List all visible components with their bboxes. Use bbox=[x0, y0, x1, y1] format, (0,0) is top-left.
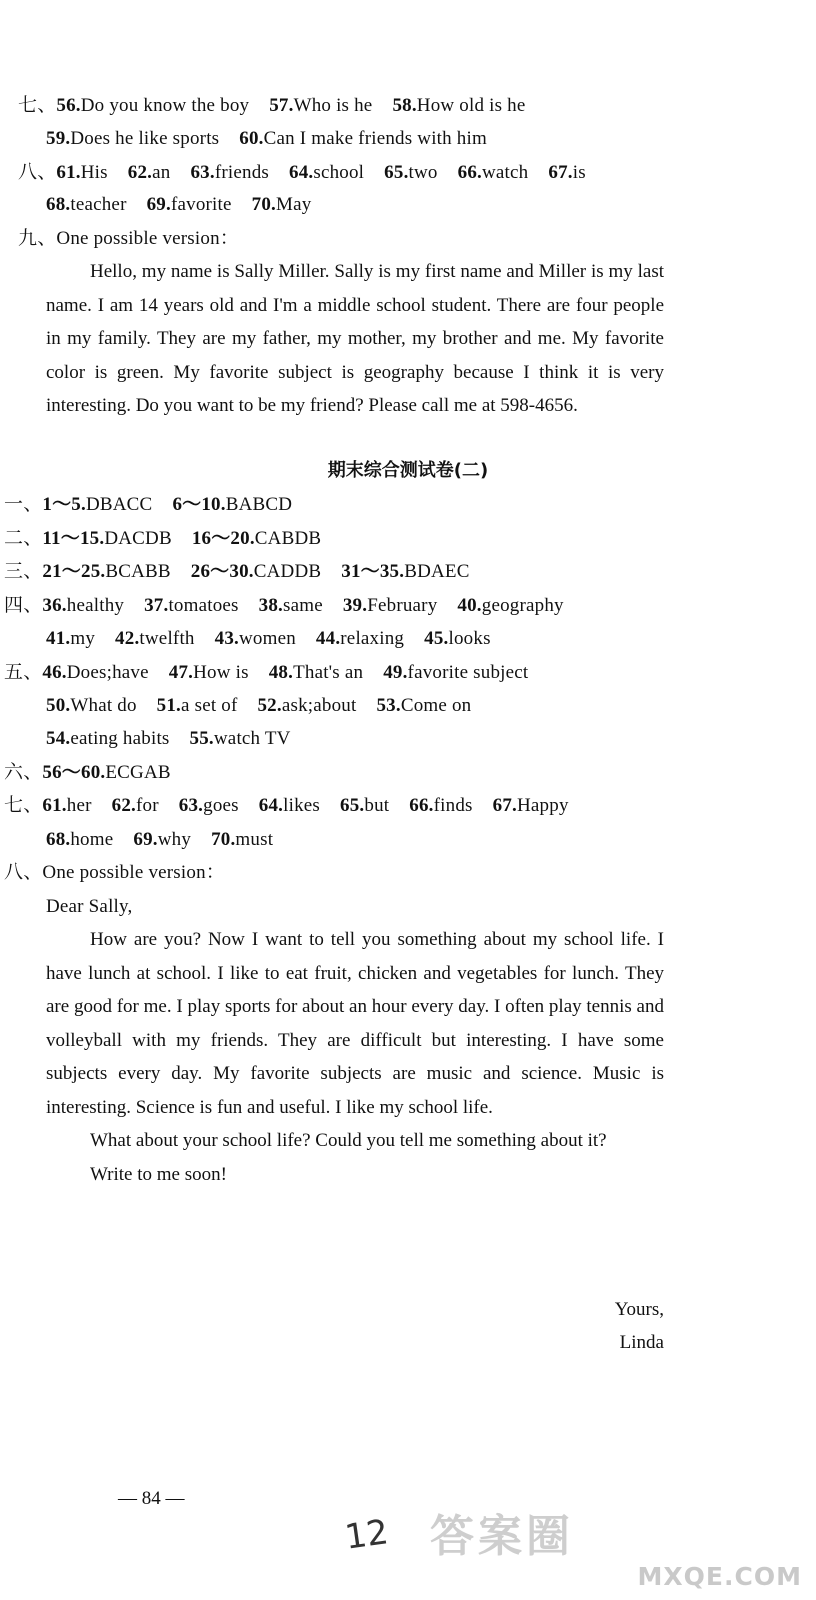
section-label: 八、 bbox=[18, 162, 57, 183]
answer-item: 70.May bbox=[251, 194, 312, 215]
q9-essay: Hello, my name is Sally Miller. Sally is my first name and Miller is my last name. I am 14 years old and I'm a middle school student. There are four people in my family. They are my father, my mother, my brother and me. My favorite color is green. My favorite subject is geography because I think it is very interesting. Do you want to be my friend? Please call me at 598-4656. bbox=[46, 261, 664, 416]
answer-item: 1～5.DBACC bbox=[42, 494, 153, 515]
section-label: 一、 bbox=[4, 494, 43, 515]
letter-paragraph: What about your school life? Could you tell me something about it? bbox=[90, 1130, 607, 1151]
answer-item: 45.looks bbox=[424, 628, 491, 649]
answer-item: 26～30.CADDB bbox=[190, 561, 322, 582]
answer-item: 55.watch TV bbox=[189, 728, 291, 749]
answer-item: 37.tomatoes bbox=[144, 595, 239, 616]
answer-item: 16～20.CABDB bbox=[191, 528, 322, 549]
answer-item: 58.How old is he bbox=[392, 95, 526, 116]
q7-row2 bbox=[46, 127, 507, 151]
answer-item: 65.two bbox=[384, 162, 438, 183]
section-label: 六、 bbox=[4, 762, 43, 783]
answer-item: 42.twelfth bbox=[115, 628, 195, 649]
answer-item: 70.must bbox=[211, 829, 274, 850]
answer-item: 63.goes bbox=[178, 795, 239, 816]
answer-item: 62.an bbox=[127, 162, 171, 183]
letter-paragraph: Write to me soon! bbox=[90, 1163, 227, 1185]
answer-item: 60.Can I make friends with him bbox=[239, 128, 487, 149]
watermark-text: 答案圈 bbox=[430, 1511, 574, 1562]
letter-paragraph: How are you? Now I want to tell you something about my school life. I have lunch at school. I like to eat fruit, chicken and vegetables for lunch. They are good for me. I play sports for about an hour every day. I often play tennis and volleyball with my friends. They are difficult but interesting. I have some subjects every day. My favorite subjects are music and science. Music is interesting. Science is fun and useful. I like my school life. bbox=[46, 929, 664, 1118]
p2-q5-row1 bbox=[4, 661, 548, 685]
section-label: 九、 bbox=[18, 228, 57, 249]
section-title: 期末综合测试卷(二) bbox=[327, 460, 489, 481]
answer-item: 46.Does;have bbox=[42, 662, 149, 683]
q9-intro: 九、One possible version： bbox=[18, 228, 239, 249]
answer-item: 57.Who is he bbox=[269, 95, 373, 116]
answer-item: 44.relaxing bbox=[315, 628, 405, 649]
answer-item: 53.Come on bbox=[376, 695, 472, 716]
answer-item: 61.His bbox=[56, 162, 108, 183]
letter-body bbox=[46, 923, 664, 1191]
p2-q2 bbox=[4, 527, 341, 551]
answer-item: 64.school bbox=[289, 162, 365, 183]
p2-q6 bbox=[4, 761, 191, 785]
handwritten-mark: 12 bbox=[342, 1512, 391, 1558]
answer-item: 48.That's an bbox=[268, 662, 364, 683]
answer-item: 62.for bbox=[111, 795, 159, 816]
q7-row1 bbox=[18, 94, 545, 118]
answer-item: 69.favorite bbox=[146, 194, 232, 215]
answer-item: 65.but bbox=[340, 795, 390, 816]
answer-item: 6～10.BABCD bbox=[172, 494, 293, 515]
answer-item: 31～35.BDAEC bbox=[341, 561, 470, 582]
answer-item: 39.February bbox=[342, 595, 438, 616]
p2-q4-row2 bbox=[46, 627, 511, 651]
answer-item: 56～60.ECGAB bbox=[42, 762, 171, 783]
answer-item: 67.is bbox=[548, 162, 586, 183]
answer-item: 49.favorite subject bbox=[383, 662, 529, 683]
answer-item: 11～15.DACDB bbox=[42, 528, 172, 549]
answer-item: 68.teacher bbox=[46, 194, 127, 215]
answer-item: 47.How is bbox=[168, 662, 249, 683]
section-label: 四、 bbox=[4, 595, 43, 616]
section-label: 七、 bbox=[4, 795, 43, 816]
section-label: 五、 bbox=[4, 662, 43, 683]
answer-item: 51.a set of bbox=[156, 695, 238, 716]
answer-item: 54.eating habits bbox=[46, 728, 170, 749]
p2-q8-intro: 八、One possible version： bbox=[4, 862, 225, 883]
answer-item: 52.ask;about bbox=[257, 695, 357, 716]
answer-item: 61.her bbox=[42, 795, 92, 816]
page-number: — 84 — bbox=[118, 1488, 185, 1509]
p2-q5-row3 bbox=[46, 727, 311, 751]
p2-q5-row2 bbox=[46, 694, 491, 718]
p2-q3 bbox=[4, 560, 490, 584]
p2-q7-row1 bbox=[4, 794, 589, 818]
p2-q7-row2 bbox=[46, 828, 293, 852]
letter-signature: Linda bbox=[619, 1332, 664, 1353]
watermark-logo bbox=[430, 1500, 810, 1595]
answer-item: 66.watch bbox=[457, 162, 529, 183]
p2-q1 bbox=[4, 493, 312, 517]
answer-item: 50.What do bbox=[46, 695, 137, 716]
answer-item: 64.likes bbox=[258, 795, 321, 816]
answer-item: 43.women bbox=[214, 628, 296, 649]
q8-row1 bbox=[18, 161, 606, 185]
answer-item: 40.geography bbox=[457, 595, 564, 616]
answer-item: 69.why bbox=[133, 829, 192, 850]
watermark-url: MXQE.COM bbox=[637, 1562, 802, 1591]
section-label: 三、 bbox=[4, 561, 43, 582]
section-label: 八、 bbox=[4, 862, 43, 883]
letter-closing: Yours, bbox=[614, 1299, 664, 1320]
letter-salutation: Dear Sally, bbox=[46, 896, 133, 917]
answer-item: 68.home bbox=[46, 829, 114, 850]
answer-item: 67.Happy bbox=[492, 795, 569, 816]
answer-item: 66.finds bbox=[409, 795, 473, 816]
answer-item: 38.same bbox=[258, 595, 323, 616]
answer-item: 63.friends bbox=[190, 162, 269, 183]
section-label: 二、 bbox=[4, 528, 43, 549]
answer-item: 36.healthy bbox=[42, 595, 125, 616]
answer-item: 56.Do you know the boy bbox=[56, 95, 250, 116]
answer-item: 41.my bbox=[46, 628, 96, 649]
p2-q4-row1 bbox=[4, 594, 584, 618]
answer-item: 59.Does he like sports bbox=[46, 128, 220, 149]
answer-item: 21～25.BCABB bbox=[42, 561, 171, 582]
q8-row2 bbox=[46, 193, 331, 217]
section-label: 七、 bbox=[18, 95, 57, 116]
